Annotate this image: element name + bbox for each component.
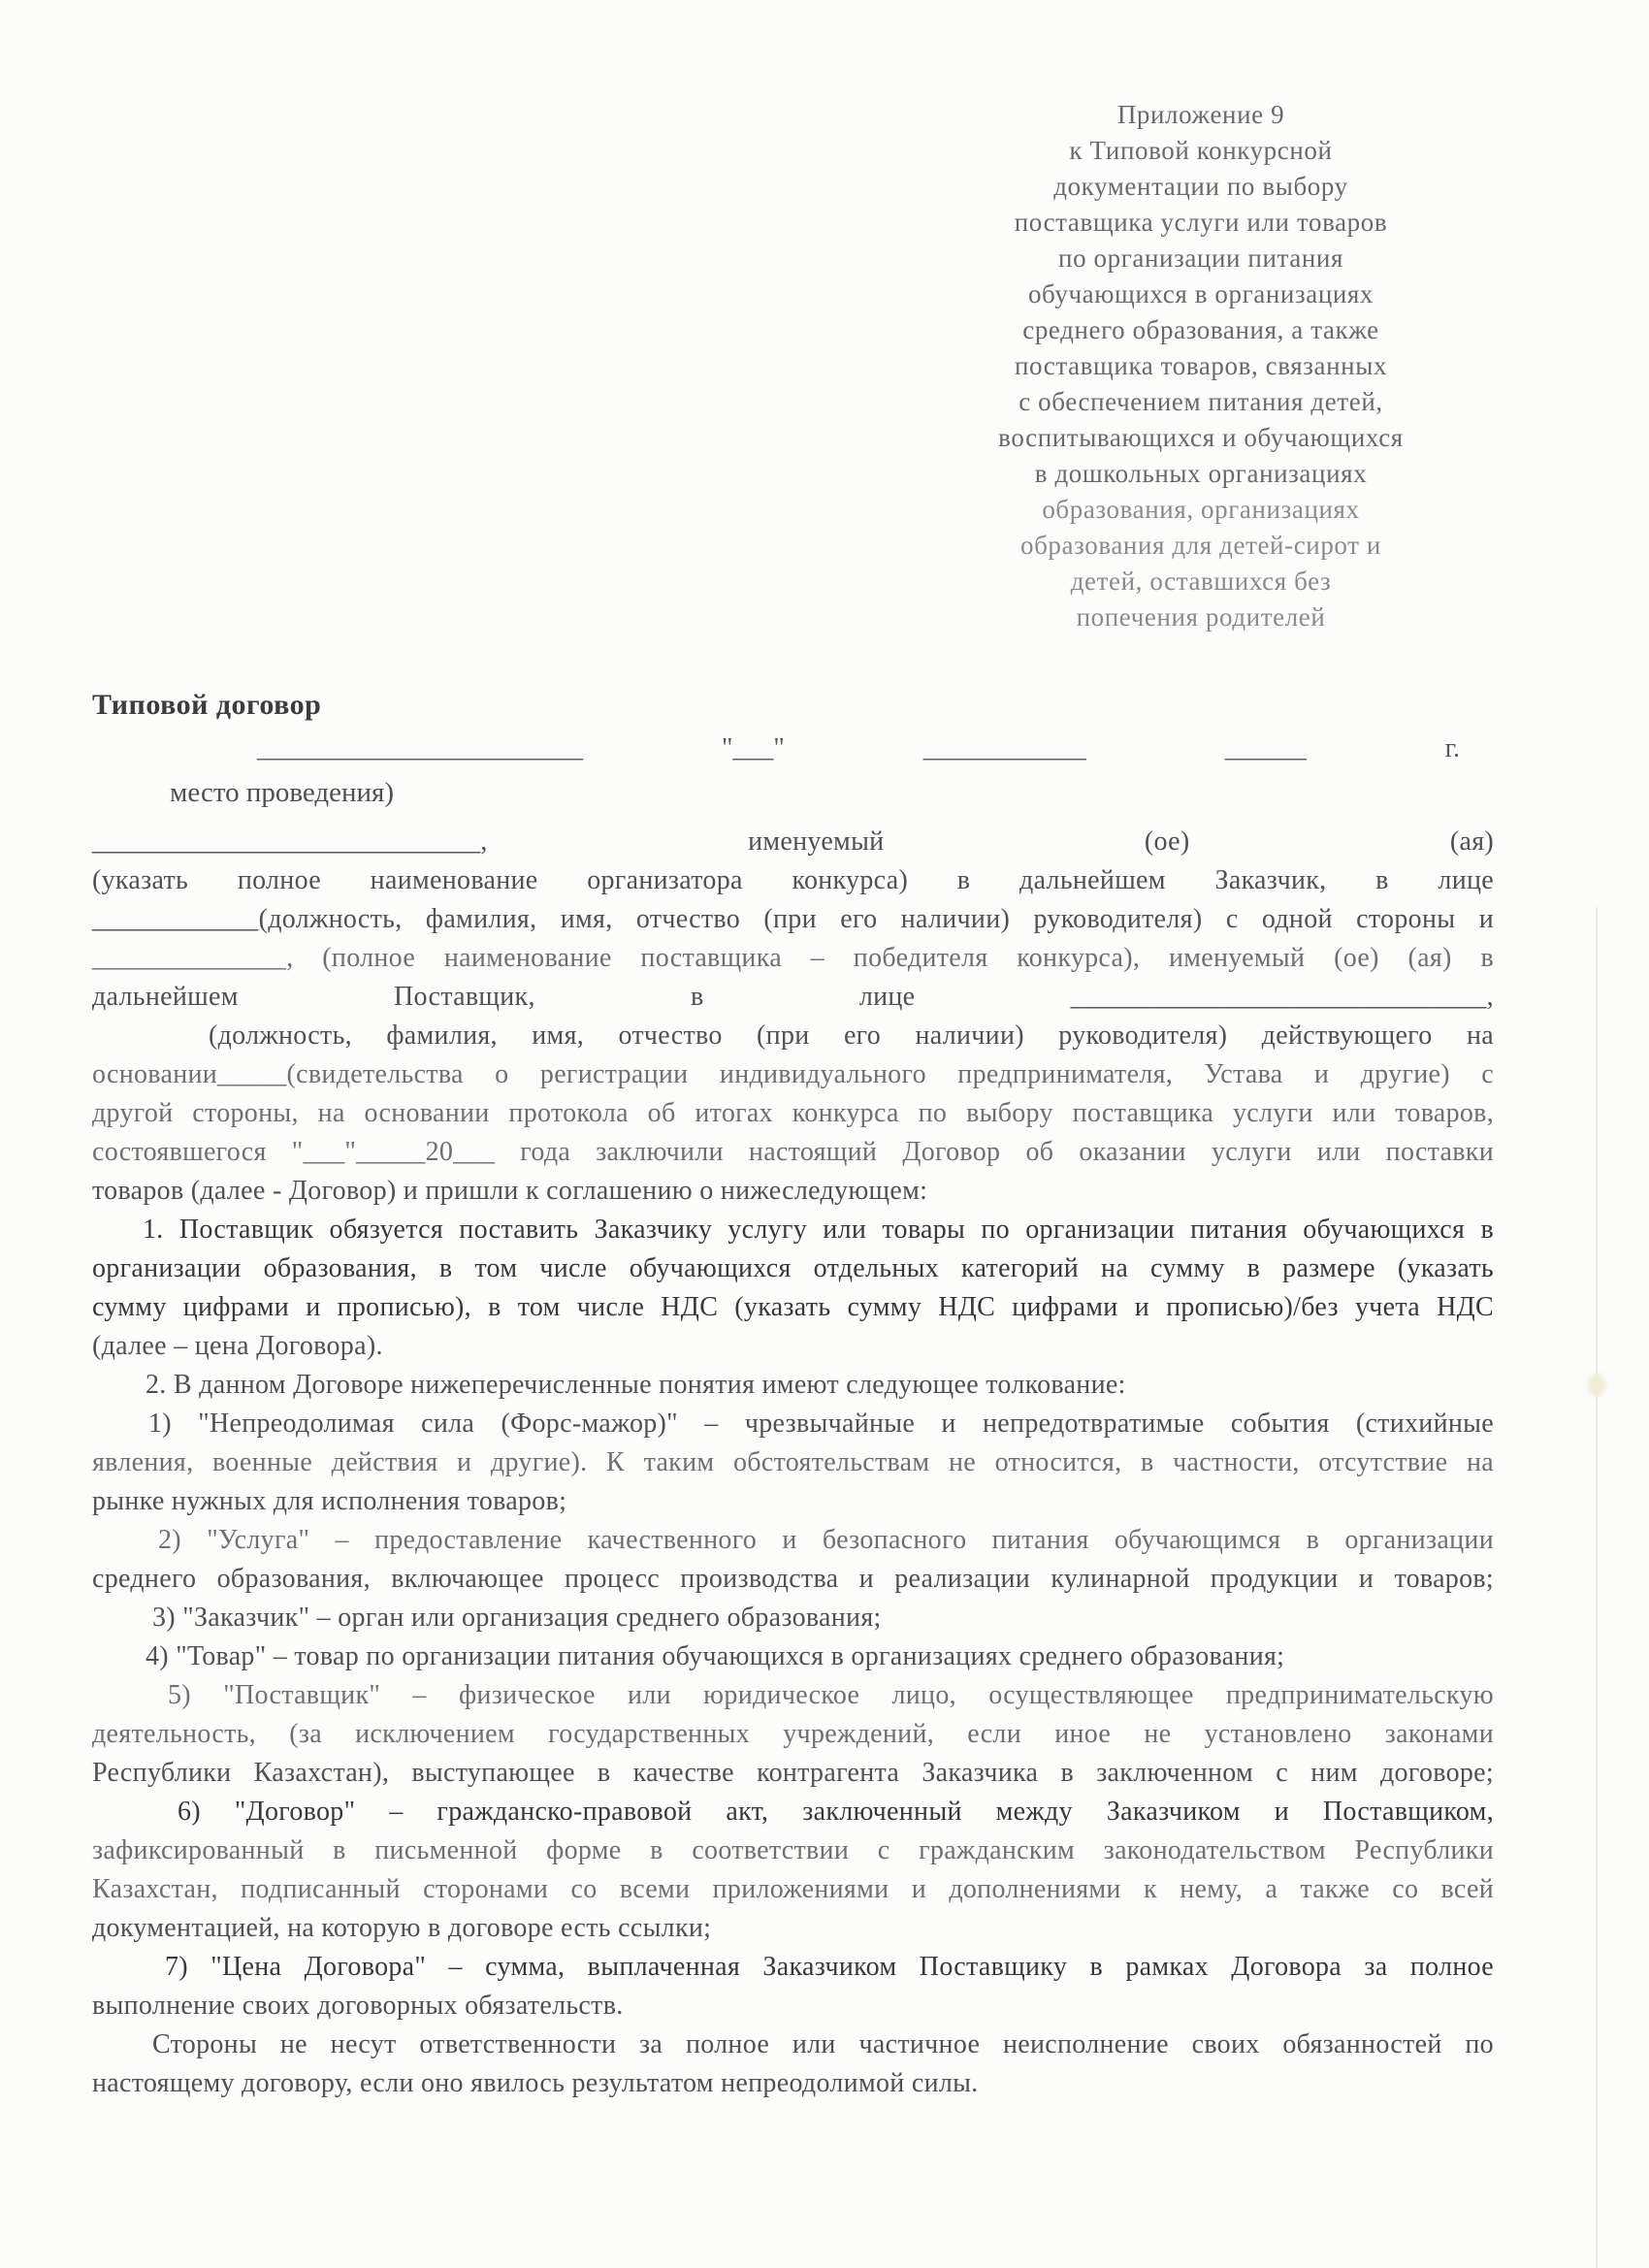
line-segment: (ая) [1449, 826, 1494, 857]
document-line: сумму цифрами и прописью), в том числе НДС (указать сумму НДС цифрами и прописью)/без учета НДС [92, 1292, 1494, 1322]
year-suffix: г. [1444, 733, 1460, 763]
blank-field: ________________________ [257, 733, 583, 763]
appendix-line: по организации питания [1058, 243, 1343, 273]
document-line: 1. Поставщик обязуется поставить Заказчику услугу или товары по организации питания обучающихся в [143, 1215, 1494, 1245]
appendix-line: образования, организациях [1042, 495, 1360, 524]
contract-title: Типовой договор [92, 689, 322, 721]
blank-field: ______ [1224, 733, 1307, 763]
appendix-line: среднего образования, а также [1022, 315, 1379, 344]
day-quotes-blank: "___" [721, 733, 785, 763]
document-line: (должность, фамилия, имя, отчество (при его наличии) руководителя) действующего на [209, 1021, 1494, 1051]
appendix-line: образования для детей-сирот и [1020, 531, 1381, 560]
appendix-line: с обеспечением питания детей, [1018, 387, 1383, 416]
document-line: деятельность, (за исключением государственных учреждений, если иное не установлено законами [92, 1719, 1494, 1749]
scan-edge-artifact [1596, 907, 1598, 2268]
appendix-line: поставщика услуги или товаров [1014, 208, 1388, 237]
contract-body [92, 823, 1494, 2103]
appendix-line: в дошкольных организациях [1034, 459, 1368, 488]
line-segment: Поставщик, [394, 982, 535, 1012]
document-line: Стороны не несут ответственности за полное или частичное неисполнение своих обязанностей по [152, 2029, 1494, 2059]
scan-smudge-artifact [1588, 1374, 1605, 1397]
appendix-line: обучающихся в организациях [1027, 279, 1374, 308]
appendix-line: поставщика товаров, связанных [1014, 351, 1388, 380]
document-line: зафиксированный в письменной форме в соответствии с гражданским законодательством Республики [92, 1835, 1494, 1865]
document-line: 7) "Цена Договора" – сумма, выплаченная Заказчиком Поставщику в рамках Договора за полное [165, 1952, 1494, 1982]
document-line: основании_____(свидетельства о регистрации индивидуального предпринимателя, Устава и другие) с [92, 1059, 1494, 1089]
document-line: 1) "Непреодолимая сила (Форс-мажор)" – чрезвычайные и непредотвратимые события (стихийные [148, 1409, 1494, 1439]
document-line: Казахстан, подписанный сторонами со всеми приложениями и дополнениями к нему, а также со всей [92, 1874, 1494, 1904]
appendix-block [958, 97, 1443, 635]
document-line: 2. В данном Договоре нижеперечисленные понятия имеют следующее толкование: [146, 1370, 1126, 1400]
blank-field: ____________ [922, 733, 1086, 763]
document-line: 6) "Договор" – гражданско-правовой акт, заключенный между Заказчиком и Поставщиком, [178, 1797, 1494, 1827]
document-line: Республики Казахстан), выступающее в качестве контрагента Заказчика в заключенном с ним договоре; [92, 1758, 1494, 1788]
line-segment: лице [858, 982, 916, 1012]
appendix-line: попечения родителей [1076, 602, 1326, 632]
document-line [92, 823, 1494, 861]
appendix-line: детей, оставшихся без [1070, 567, 1332, 596]
document-line: 2) "Услуга" – предоставление качественного и безопасного питания обучающимся в организации [158, 1525, 1494, 1555]
blank-field: ____________________________, [92, 826, 488, 857]
document-line: организации образования, в том числе обучающихся отдельных категорий на сумму в размере (указать [92, 1253, 1494, 1283]
blank-field: ______________________________, [1070, 982, 1494, 1012]
line-segment: именуемый [748, 826, 885, 857]
document-line: другой стороны, на основании протокола об итогах конкурса по выбору поставщика услуги или товаров, [92, 1098, 1494, 1128]
document-line: ____________(должность, фамилия, имя, отчество (при его наличии) руководителя) с одной стороны и [92, 904, 1494, 934]
document-line: явления, военные действия и другие). К таким обстоятельствам не относится, в частности, отсутствие на [92, 1447, 1494, 1477]
document-line: среднего образования, включающее процесс производства и реализации кулинарной продукции и товаров; [92, 1564, 1494, 1594]
place-label: место проведения) [170, 777, 395, 808]
document-line: 3) "Заказчик" – орган или организация среднего образования; [152, 1603, 882, 1633]
document-line: 4) "Товар" – товар по организации питания обучающихся в организациях среднего образования; [146, 1641, 1285, 1671]
document-line: выполнение своих договорных обязательств. [92, 1991, 624, 2021]
line-segment: дальнейшем [92, 982, 239, 1012]
document-line: рынке нужных для исполнения товаров; [92, 1486, 567, 1516]
document-line: документацией, на которую в договоре есть ссылки; [92, 1913, 712, 1943]
appendix-line: воспитывающихся и обучающихся [998, 423, 1404, 452]
document-line: (далее – цена Договора). [92, 1331, 383, 1361]
document-line: ______________, (полное наименование поставщика – победителя конкурса), именуемый (ое) (ая) в [92, 943, 1494, 973]
line-segment: (ое) [1144, 826, 1190, 857]
date-line [257, 729, 1460, 768]
document-line: 5) "Поставщик" – физическое или юридическое лицо, осуществляющее предпринимательскую [168, 1680, 1494, 1710]
document-line: настоящему договору, если оно явилось результатом непреодолимой силы. [92, 2068, 979, 2098]
document-line: (указать полное наименование организатора конкурса) в дальнейшем Заказчик, в лице [92, 865, 1494, 895]
line-segment: в [691, 982, 704, 1012]
appendix-line: Приложение 9 [1116, 100, 1285, 129]
document-line [92, 978, 1494, 1017]
appendix-line: к Типовой конкурсной [1069, 136, 1333, 165]
appendix-line: документации по выбору [1053, 172, 1348, 201]
document-line: состоявшегося "___"_____20___ года заключили настоящий Договор об оказании услуги или поставки [92, 1137, 1494, 1167]
document-line: товаров (далее - Договор) и пришли к соглашению о нижеследующем: [92, 1176, 928, 1206]
